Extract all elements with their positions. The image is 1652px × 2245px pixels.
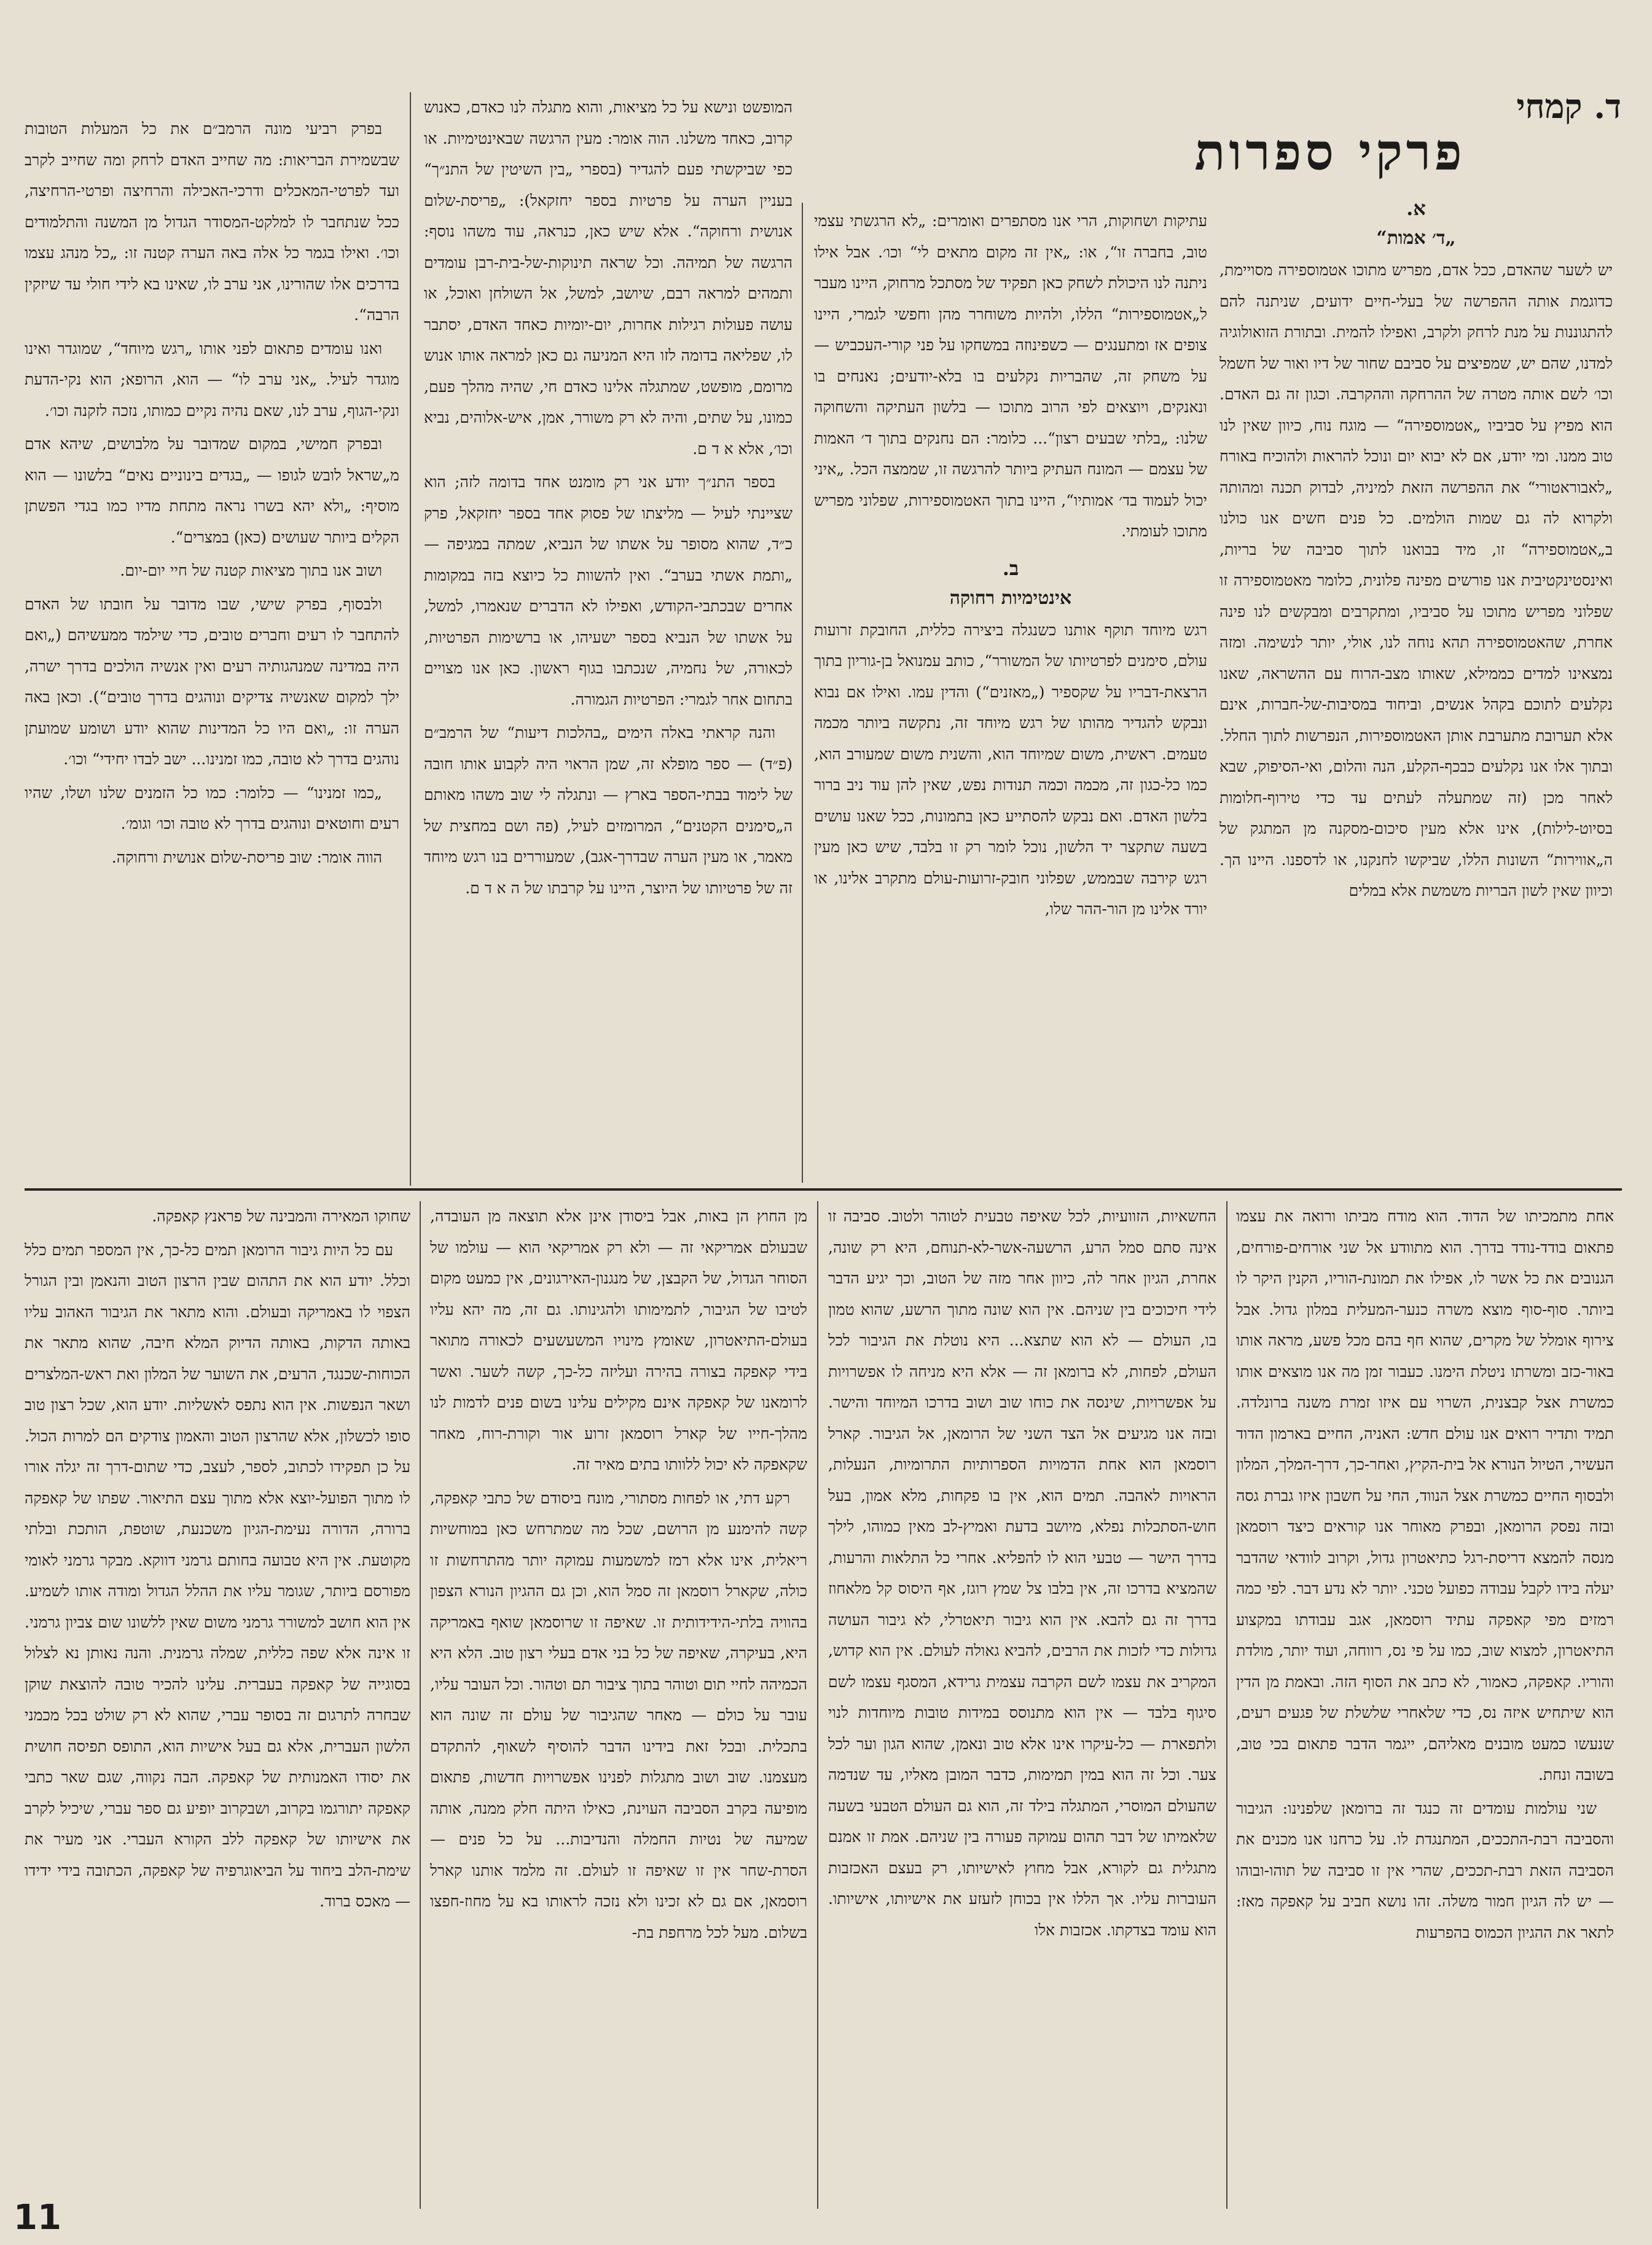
page-number: 11 [14,2198,61,2238]
author-name: ד. קמחי [1516,87,1621,126]
paragraph: שחוקו המאירה והמבינה של פראנץ קאפקה. [152,1207,410,1225]
column-rule [410,92,411,1186]
paragraph: ואנו עומדים פתאום לפני אותו „רגש מיוחד“, שמוגדר ואינו מוגדר לעיל. „אני ערב לו“ — הוא, הרופא; הוא נקי-הדעת ונקי-הגוף, ערב לנו, שאם נהיה נקיים כמותו, נזכה לזקנה וכו׳. [25,339,399,420]
paragraph: אחת מתמכיתו של הדוד. הוא מודח מביתו ורואה את עצמו פתאום בודד-נודד בדרך. הוא מתוודע אל שני אורחים-פורחים, הגנובים את כל אשר לו, אפילו את תמונת-הוריו, הקנין היקר לו ביותר. סוף-סוף מוצא משרה כנער-המעלית במלון גדול. אבל צירוף אומלל של מקרים, שהוא חף בהם מכל פשע, מראה אותו באור-כזב ומשרתו ניטלת הימנו. כעבור זמן מה אנו מוצאים אותו כמשרת אצל קבצנית, השרוי עם איזו זמרת משנה ברונלדה. תמיד ותדיר רואים אנו עולם חדש: האניה, החיים בארמון הדוד העשיר, הטיול הנורא אל בית-הקיץ, ואחר-כך, דרך-המלך, המלון ולבסוף החיים כמשרת אצל הנווד, החי על חשבון איזו גברת גסה ובזה נפסק הרומאן, ובפרק מאוחר אנו קוראים כיצד רוסמאן מנסה להמצא דריסת-רגל כתיאטרון גדול, וקרוב לוודאי שהדבר יעלה בידו לקבל עבודה כפועל טכני. יותר לא נדע דבר. לפי כמה רמזים מפי קאפקה עתיד רוסמאן, אגב עבודתו במקצוע התיאטרון, למצוא שוב, כמו על פי נס, רווחה, ועוד יותר, מולדת והוריו. קאפקה, כאמור, לא כתב את הסוף הזה. ובאמת מן הדין הוא שיתחיש איזה נס, כדי שלאחרי שלשלת של פגעים רעים, שנעשו כמעט מובנים מאליהם, ייגמר הדבר פתאום בכי טוב, בשובה ונחת. [1236,1207,1614,1784]
paragraph: עם כל היות גיבור הרומאן תמים כל-כך, אין המספר תמים כלל וכלל. יודע הוא את התהום שבין הרצון הטוב והנאמן ובין הגורל הצפוי לו באמריקה ובעולם. והוא מתאר את הגיבור האהוב עליו באותה הדקות, באותה הדיוק המלא חיבה, שהוא מתאר את הכוחות-שכנגד, הרעים, את השוער של המלון ואת ראש-המלצרים ושאר הנפשות. אין הוא נתפס לאשליות. יודע הוא, שכל רצון טוב סופו לכשלון, אלא שהרצון הטוב והאמון צודקים הם למרות הכול. על כן תפקידו לכתוב, לספר, לעצב, כדי שתום-דרך זה יגלה אורו לו מתוך הפועל-יוצא אלא מתוך עצם התיאור. שפתו של קאפקה ברורה, הדורה נעימת-הגיון משכנעת, שוטפת, הותכת ובלתי מקוטעת. אין היא טבועה בחותם גרמני דווקא. מבקר גרמני לאומי מפורסם ביותר, שגומר עליו את ההלל הגדול ומודה אותו לשמיע. אין הוא חושב למשורר גרמני משום שאין ללשונו שום צביון גרמני. זו אינה אלא שפה כללית, שמלה גרמנית. והנה נאותן נא לצלול בסוגייה של קאפקה בעברית. עלינו להכיר טובה להוצאת שוקן שבחרה לתרגום זה בסופר עברי, שהוא לא רק שולט בכל מכמני הלשון העברית, אלא גם בעל אישיות הוא, התופס תפיסה חושית את יסודו האמנותית של קאפקה. הבה נקווה, שגם שאר כתבי קאפקה יתורגמו בקרוב, ושבקרוב יופיע גם ספר עברי, שיכיל לקרב את אישיותו של קאפקה ללב הקורא העברי. אני מעיר את שימת-הלב ביחוד על הביאוגרפיה של קאפקה, הכתובה בידי ידידו — מאכס ברוד. [25,1240,410,1910]
column-8 [25,1201,410,2196]
column-1 [1219,187,1613,1183]
column-7 [430,1201,807,2209]
paragraph: „כמו זמנינו“ — כלומר: כמו כל הזמנים שלנו ושלו, שהיו רעים וחוטאים ונוהגים בדרך לא טובה וכו׳ וגומ׳. [25,783,399,833]
column-rule [420,1201,421,2209]
paragraph: יש לשער שהאדם, ככל אדם, מפריש מתוכו אטמוספירה מסויימת, כדוגמת אותה ההפרשה של בעלי-חיים ידועים, שניתנה להם להתגוננות על מנת לרחק ולקרב, ואפילו להמית. ובתורת הזואולוגיה למדנו, שהם יש, שמפיצים על סביבם שחור של דיו ואור של חשמל וכו׳ לשם אותה מטרה של ההרחקה וההקרבה. וכגון זה גם האדם. הוא מפיץ על סביביו „אטמוספירה“ — מוגח נוח, כיוון שאין לנו טוב ממנו. ומי יודע, אם לא יבוא יום ונוכל להראות ולהוכיח באורח „לאבוראטורי“ את ההפרשה הזאת למיניה, לבדוק תכנה ומהותה ולקרוא לה גם שמות הולמים. כל פנים חשים אנו כולנו ב„אטמוספירה“ זו, מיד בבואנו לתוך סביבה של בריות, ואינסטינקטיבית אנו פורשים מפינה פלונית, כלומר מאטמוספירה זו שפלוני מפריש מתוכו על סביביו, ומתקרבים ומבקשים לנו פינה אחרת, שהאטמוספירה תהא נוחה לנו, אולי, יותר לנשימה. ומזה נמצאינו למדים כממילא, שאותו מצב-הרוח עם ההשראה, שאנו נקלעים לתוכם בקהל אנשים, וביחוד במסיבות-של-חברות, אינם אלא תערובת מתערבת אותן האטמוספירות, הנפרשות לתוך החלל. ובתוך אלו אנו נקלעים כבכף-הקלע, הנה והלום, ואי-הסיפוק, שבא לאחר מכן (זה שמתעלה לעתים עד כדי טירוף-חלומות בסיוט-לילות), אינו אלא מעין סיכום-מסקנה מן המתגק של ה„אווירות“ השונות הללו, שביקשו לחנקנו, או לדספנו. היינו הך. וכיוון שאין לשון הבריות משמשת אלא במלים [1219,261,1613,899]
paragraph: ובפרק חמישי, במקום שמדובר על מלבושים, שיהא אדם מ„שראל לובש לגופו — „בגדים בינוניים נאים“ בלשונו — הוא מוסיף: „ולא יהא בשרו נראה מתחת מדיו כמו בגדי הפשתן הקלים ביותר שעושים (כאן) במצרים“. [25,435,399,546]
column-rule [802,203,803,1183]
paragraph: מן החוץ הן באות, אבל ביסודן אינן אלא תוצאה מן העובדה, שבעולם אמריקאי זה — ולא רק אמריקאי הוא — עולמו של הסוחר הגדול, של הקבצן, של מנגנון-האירגונים, אין כמעט מקום לטיבו של הגיבור, לתמימותו ולהגינותו. גם זה, מה יהא עליו בעולם-התיאטרון, שאומץ מינויו המשעשעים לכאורה מתואר בידי קאפקה בצורה בהירה ועליזה כל-כך, קשה לשער. ואשר לרומאנו של קאפקה אינם מקילים עלינו בשום פנים לדמות לנו מהלך-חייו של קארל רוסמאן זרוע אור וקורת-רוח, מאחר שקאפקה לא יכול ללוותו בתים מאיר זה. [430,1207,807,1473]
section-a-title: „ד׳ אמות“ [1376,227,1456,249]
section-divider [25,1188,1622,1191]
column-rule [817,1201,818,2209]
column-4 [25,114,399,1183]
column-5 [1236,1201,1614,2209]
column-3 [424,92,793,1183]
paragraph: ושוב אנו בתוך מציאות קטנה של חיי יום-יום. [120,562,382,579]
section-b-title: אינטימיות רחוקה [949,587,1072,609]
section-a-number: א. [1406,197,1426,220]
section-b-number: ב. [1002,556,1019,580]
paragraph: בפרק רביעי מונה הרמב״ם את כל המעלות הטובות שבשמירת הבריאות: מה שחייב האדם לרחק ומה שחייב לקרב ועד לפרטי-המאכלים ודרכי-האכילה והרחיצה ופרטי-הרחיצה, ככל שנתחבר לו למלקט-המסודר הגדול מן המשנה והתלמודים וכו׳. ואילו בגמר כל אלה באה הערה קטנה זו: „כל מנהג עצמו בדרכים אלו שהורינו, אני ערב לו, שאינו בא לידי חולי עד שיזקין הרבה“. [25,120,399,324]
paragraph: הווה אומר: שוב פריסת-שלום אנושית ורחוקה. [111,848,382,866]
paragraph: שני עולמות עומדים זה כנגד זה ברומאן שלפנינו: הגיבור והסביבה רבת-התככים, המתנגדת לו. על כרחנו אנו מכנים את הסביבה הזאת רבת-תככים, שהרי אין זו סביבה של תוהו-ובוהו — יש לה הגיון חמור משלה. זהו נושא חביב על קאפקה מאז: לתאר את ההגיון הכמוס בהפרעות [1236,1799,1614,1941]
article-title: פרקי ספרות [1194,123,1466,182]
paragraph: רקע דתי, או לפחות מסתורי, מונח ביסודם של כתבי קאפקה, קשה להימנע מן הרושם, שכל מה שמתרחש כאן במוחשיות ריאלית, אינו אלא רמז למשמעות עמוקה יותר מהתרחשות זו כולה, שקארל רוסמאן זה סמל הוא, וכן גם ההגיון הנורא הצפון בהוויה בלתי-הידידותית זו. שאיפה זו שרוסמאן שואף באמריקה היא, בעיקרה, שאיפה של כל בני אדם בעלי רצון טוב. הלא היא הכמיהה לחיי תום וטוהר בתוך ציבור תם וטהור. וכל העובר עליו, עובר על כולם — מאחר שהגיבור של עולם זה שונה הוא בתכלית. ובכל זאת בידינו הדבר להוסיף לשאוף, להתקדם מעצמנו. שוב ושוב מתגלות לפנינו אפשרויות חדשות, פתאום מופיעה בקרב הסביבה העוינת, כאילו היתה חלק ממנה, אותה שמיעה של נטיות החמלה והנדיבות... על כל פנים — הסרת-שחר אין זו שאיפה זו לעולם. זה מלמד אותנו קארל רוסמאן, אם גם לא זכינו ולא נזכה לראותו בא על מחוז-חפצו בשלום. מעל לכל מרחפת בת- [430,1489,807,1941]
column-2 [814,206,1207,1183]
column-rule [1226,1201,1227,2209]
column-6 [828,1201,1216,2209]
paragraph: עתיקות ושחוקות, הרי אנו מסתפרים ואומרים: „לא הרגשתי עצמי טוב, בחברה זו“, או: „אין זה מקום מתאים לי“ וכו׳. אבל אילו ניתנה לנו היכולת לשחק כאן תפקיד של מסתכל מרחוק, היינו מעבר ל„אטמוספירות“ הללו, ולהיות משוחרר מהן וחפשי לגמרי, היינו צופים אז ומתענגים — כשפינוזה במשחקו על פני קורי-העכביש — על משחק זה, שהבריות נקלעים בו בלא-יודעים; נאנחים בו ונאנקים, ויוצאים לפי הרוב מתוכו — בלשון העתיקה והשחוקה שלנו: „בלתי שבעים רצון“... כלומר: הם נחנקים בתוך ד׳ האמות של עצמם — המונח העתיק ביותר להרגשה זו, שממצה הכל. „איני יכול לעמוד בד׳ אמותיו“, היינו בתוך האטמוספירות, שפלוני מפריש מתוכו לעומתי. [814,212,1207,540]
paragraph: בספר התנ״ך יודע אני רק מומנט אחד בדומה לזה; הוא שציינתי לעיל — מליצתו של פסוק אחד בספר יחזקאל, פרק כ״ד, שהוא מסופר על אשתו של הנביא, שמתה במגיפה — „ותמת אשתי בערב“. ואין להשוות כל כיוצא בזה במקומות אחרים שבכתבי-הקודש, ואפילו לא הדברים שנאמרו, למשל, על אשתו של הנביא בספר ישעיהו, או ברשימות הפרטיות, לכאורה, של נחמיה, שנכתבו בגוף ראשון. כאן אנו מצויים בתחום אחר לגמרי: הפרטיות הגמורה. [424,473,793,708]
paragraph: המופשט ונישא על כל מציאות, והוא מתגלה לנו כאדם, כאנוש קרוב, כאחד משלנו. הוה אומר: מעין הרגשה שבאינטימיות. או כפי שביקשתי פעם להגדיר (בספרי „בין השיטין של התנ״ך“ בעניין הערה על פרטיות בספר יחזקאל): „פריסת-שלום אנושית ורחוקה“. אלא שיש כאן, כנראה, עוד משהו נוסף: הרגשה של תמיהה. וכל שראה תינוקות-של-בית-רבן עומדים ותמהים למראה רבם, שיושב, למשל, אל השולחן ואוכל, או עושה פעולות רגילות אחרות, יום-יומיות כאחד האדם, יסתבר לו, שפליאה בדומה לזו היא המניעה גם כאן למראה אותו אנוש מרומם, מופשט, שמתגלה אלינו כאדם חי, שהיה מהלך פעם, כמונו, על שתים, והיה לא רק משורר, אמן, איש-אלוהים, נביא וכו׳, אלא א ד ם. [424,98,793,458]
paragraph: ולבסוף, בפרק שישי, שבו מדובר על חובתו של האדם להתחבר לו רעים וחברים טובים, כדי שילמד ממעשיהם („ואם היה במדינה שמנהגותיה רעים ואין אנשיה הולכים בדרך ישרה, ילך למקום שאנשיה צדיקים ונוהגים בדרך טובים“). וכאן באה הערה זו: „ואם היו כל המדינות שהוא יודע ושומע שמועתן נוהגים בדרך לא טובה, כמו זמנינו... ישב לבדו יחידי“ וכו׳. [25,595,399,768]
paragraph: רגש מיוחד תוקף אותנו כשנגלה ביצירה כללית, החובקת זרועות עולם, סימנים לפרטיותו של המשורר“, כותב עמנואל בן-גוריון בתוך הרצאת-דבריו על שקספיר („מאזנים“) והדין עמו. ואילו אם נבוא ונבקש להגדיר מהותו של רגש מיוחד זה, נתקשה ביותר מכמה טעמים. ראשית, משום שמיוחד הוא, והשנית משום שמעורב הוא, כמו כל-כגון זה, מכמה וכמה תנודות נפש, שאין להן עוד ניב ברור בלשון האדם. ואם נבקש להסתייע כאן בתמונות, ככל שאנו עושים בשעה שתקצר יד הלשון, נוכל לומר רק זו בלבד, שיש כאן מעין רגש קירבה שבממש, שפלוני חובק-זרועות-עולם מתקרב אלינו, או יורד אלינו מן הור-ההר שלו, [814,621,1207,918]
paragraph: החשאיות, הזוועיות, לכל שאיפה טבעית לטוהר ולטוב. סביבה זו אינה סתם סמל הרע, הרשעה-אשר-לא-תנוחם, היא רק שונה, אחרת, הגיון אחר לה, כיוון אחר מזה של הטוב, וכך יגיע הדבר לידי חיכוכים בין שניהם. אין הוא שונה מתוך הרשע, שהוא טמון בו, העולם — לא הוא שתצא... היא נוטלת את הגיבור לכל העולם, לפחות, לא ברומאן זה — אלא היא מניחה לו אפשרויות על אפשרויות, שינסה את כוחו שוב ושוב בדרכו המיוחד והישר. ובזה אנו מגיעים אל הצד השני של הרומאן, אל הגיבור. קארל רוסמאן הוא אחת הדמויות הספרותיות התרומיות, הנעלות, הראויות לאהבה. תמים הוא, אין בו פקחות, מלא אמון, בעל חוש-הסתכלות נפלא, מיושב בדעת ואמיץ-לב מאין כמוהו, לילך בדרך הישר — טבעי הוא לו להפליא. אחרי כל התלאות והרעות, שהמציא בדרכו זה, אין בלבו צל שמץ רוגז, אף היסוס קל מלאחוז בדרך זה גם להבא. אין הוא גיבור תיאטרלי, לא גיבור העושה גדולות כדי לזכות את הרבים, להביא גאולה לעולם. אין הוא קדוש, המקריב את עצמו לשם הקרבה עצמית גרידא, המסגף עצמו לשם סיגוף בלבד — אין הוא מתנוסס במידות טובות מיוחדות לנוי ולתפארת — כל-עיקרו אינו אלא טוב ונאמן, שהוא הגון וער לכל צער. וכל זה הוא במין תמימות, כדבר המובן מאליו, עד שנדמה שהעולם המוסרי, המתגלה בילד זה, הוא גם העולם הטבעי בשעה שלאמיתו של דבר תהום עמוקה פעורה בין שניהם. אמת זו אמנם מתגלית גם לקורא, אבל מחוץ לאישיותו, רק בעצם האכזבות העוברות עליו. אך הללו אין בכוחן לזעזע את אישיותו, אישיותו. הוא עומד בצדקתו. אכזבות אלו [828,1207,1216,1939]
paragraph: והנה קראתי באלה הימים „בהלכות דיעות“ של הרמב״ם (פ״ד) — ספר מופלא זה, שמן הראוי היה לקבוע אותו חובה של לימוד בבתי-הספר בארץ — ונתגלה לי שוב משהו מאותם ה„סימנים הקטנים“, המרומזים לעיל, (פה ושם במחצית של מאמר, או מעין הערה שבדרך-אגב), שמעוררים בנו רגש מיוחד זה של פרטיותו של היוצר, היינו על קרבתו של ה א ד ם. [424,724,793,897]
